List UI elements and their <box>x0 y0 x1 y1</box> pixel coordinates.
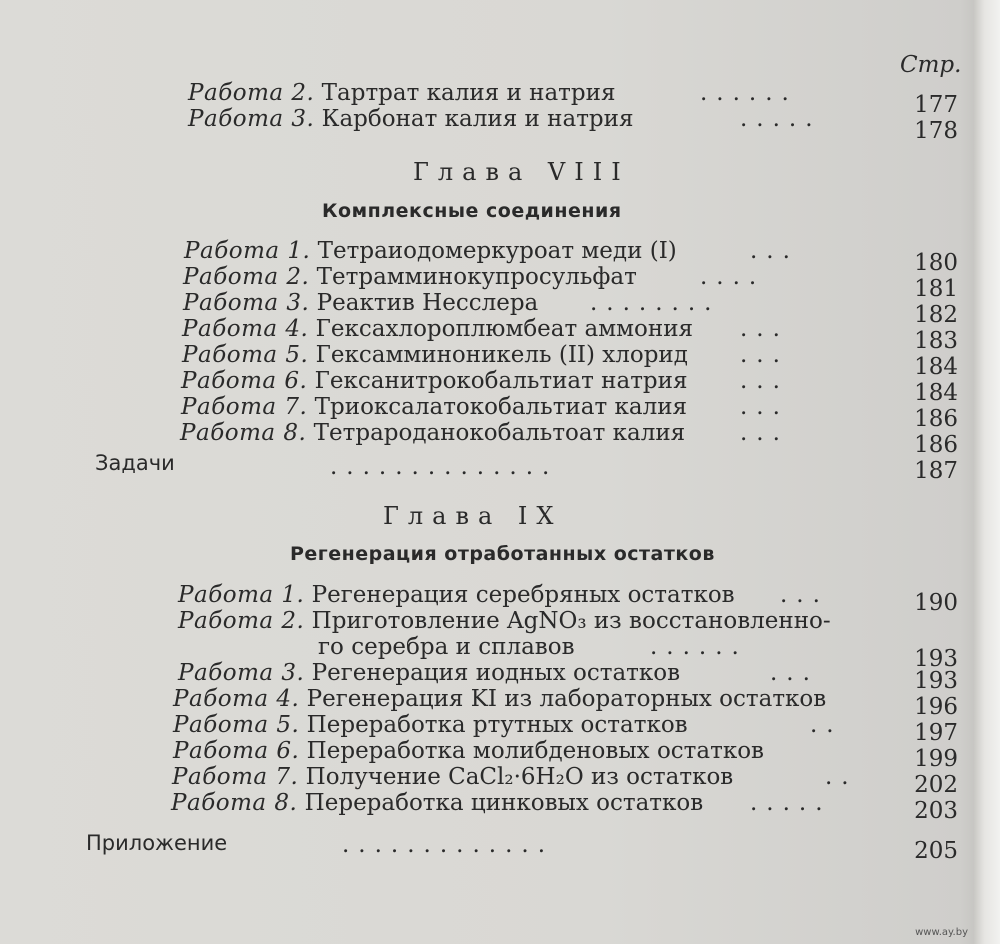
entry-label: Работа 8. <box>171 790 298 816</box>
entry-label: Работа 1. <box>184 238 311 264</box>
leader-dots: ............. <box>342 832 555 858</box>
leader-dots: ...... <box>650 634 748 660</box>
chapter-heading: Глава IX <box>383 502 563 530</box>
page-number: 203 <box>914 798 958 824</box>
entry-label: Работа 3. <box>178 660 305 686</box>
entry-label: Работа 2. <box>178 608 305 634</box>
leader-dots: ... <box>750 238 799 264</box>
entry-title: Регенерация серебряных остатков <box>311 582 735 608</box>
entry-title: Переработка цинковых остатков <box>304 790 704 816</box>
entry-title: Гексамминоникель (II) хлорид <box>315 342 688 368</box>
entry-label: Работа 1. <box>178 582 305 608</box>
page-number: 193 <box>914 646 958 672</box>
entry-title: Переработка ртутных остатков <box>306 712 688 738</box>
leader-dots: ... <box>740 368 789 394</box>
entry-title: Получение CaCl₂·6H₂O из остатков <box>305 764 734 790</box>
entry-label: Работа 3. <box>183 290 310 316</box>
page-number: 186 <box>914 406 958 432</box>
page-number: 184 <box>914 354 958 380</box>
page-number: 177 <box>914 92 958 118</box>
leader-dots: ... <box>740 420 789 446</box>
page-edge <box>974 0 1000 944</box>
chapter-heading: Глава VIII <box>413 158 630 186</box>
leader-dots: .. <box>810 712 843 738</box>
chapter-subtitle: Комплексные соединения <box>322 200 622 222</box>
entry-title: Гексахлороплюмбеат аммония <box>315 316 694 342</box>
leader-dots: ..... <box>750 790 832 816</box>
entry-title-continued: го серебра и сплавов <box>318 634 575 660</box>
leader-dots: .... <box>700 264 766 290</box>
page-number: 178 <box>914 118 958 144</box>
entry-title: Тетрароданокобальтоат калия <box>313 420 686 446</box>
page-number: 190 <box>914 590 958 616</box>
entry-label: Работа 6. <box>173 738 300 764</box>
entry-title: Переработка молибденовых остатков <box>306 738 764 764</box>
page-number: 186 <box>914 432 958 458</box>
entry-label: Работа 5. <box>182 342 309 368</box>
entry-label: Работа 8. <box>180 420 307 446</box>
entry-title: Карбонат калия и натрия <box>321 106 634 132</box>
entry-label: Работа 2. <box>183 264 310 290</box>
page-number: 205 <box>914 838 958 864</box>
page-number: 199 <box>914 746 958 772</box>
entry-title: Приготовление AgNO₃ из восстановленно- <box>311 608 831 634</box>
entry-label: Работа 2. <box>188 80 315 106</box>
entry-label: Работа 5. <box>173 712 300 738</box>
entry-label: Работа 7. <box>181 394 308 420</box>
entry-label: Работа 4. <box>182 316 309 342</box>
page-number: 182 <box>914 302 958 328</box>
entry-title: Задачи <box>95 451 175 475</box>
leader-dots: ... <box>780 582 829 608</box>
watermark: www.ay.by <box>915 927 968 938</box>
entry-title: Триоксалатокобальтиат калия <box>314 394 688 420</box>
entry-label: Работа 3. <box>188 106 315 132</box>
entry-title: Приложение <box>86 831 228 855</box>
page-number: 180 <box>914 250 958 276</box>
leader-dots: .. <box>825 764 858 790</box>
chapter-subtitle: Регенерация отработанных остатков <box>290 543 715 565</box>
entry-label: Работа 6. <box>181 368 308 394</box>
entry-title: Тетрамминокупросульфат <box>316 264 637 290</box>
entry-title: Регенерация иодных остатков <box>311 660 681 686</box>
leader-dots: .............. <box>330 454 559 480</box>
leader-dots: ...... <box>700 80 798 106</box>
page-number: 184 <box>914 380 958 406</box>
leader-dots: ... <box>740 342 789 368</box>
entry-label: Работа 4. <box>173 686 300 712</box>
entry-label: Работа 7. <box>172 764 299 790</box>
entry-title: Реактив Несслера <box>316 290 539 316</box>
entry-title: Тартрат калия и натрия <box>321 80 616 106</box>
page-number: 202 <box>914 772 958 798</box>
leader-dots: ... <box>740 394 789 420</box>
page-column-header: Стр. <box>900 52 962 78</box>
page-number: 197 <box>914 720 958 746</box>
page-number: 193 <box>914 668 958 694</box>
page-number: 187 <box>914 458 958 484</box>
leader-dots: ... <box>740 316 789 342</box>
page-number: 196 <box>914 694 958 720</box>
entry-title: Гексанитрокобальтиат натрия <box>314 368 688 394</box>
page-number: 181 <box>914 276 958 302</box>
leader-dots: ..... <box>740 106 822 132</box>
leader-dots: ... <box>770 660 819 686</box>
entry-title: Регенерация KI из лабораторных остатков <box>306 686 827 712</box>
entry-title: Тетраиодомеркуроат меди (I) <box>317 238 677 264</box>
leader-dots: ........ <box>590 290 721 316</box>
page-number: 183 <box>914 328 958 354</box>
